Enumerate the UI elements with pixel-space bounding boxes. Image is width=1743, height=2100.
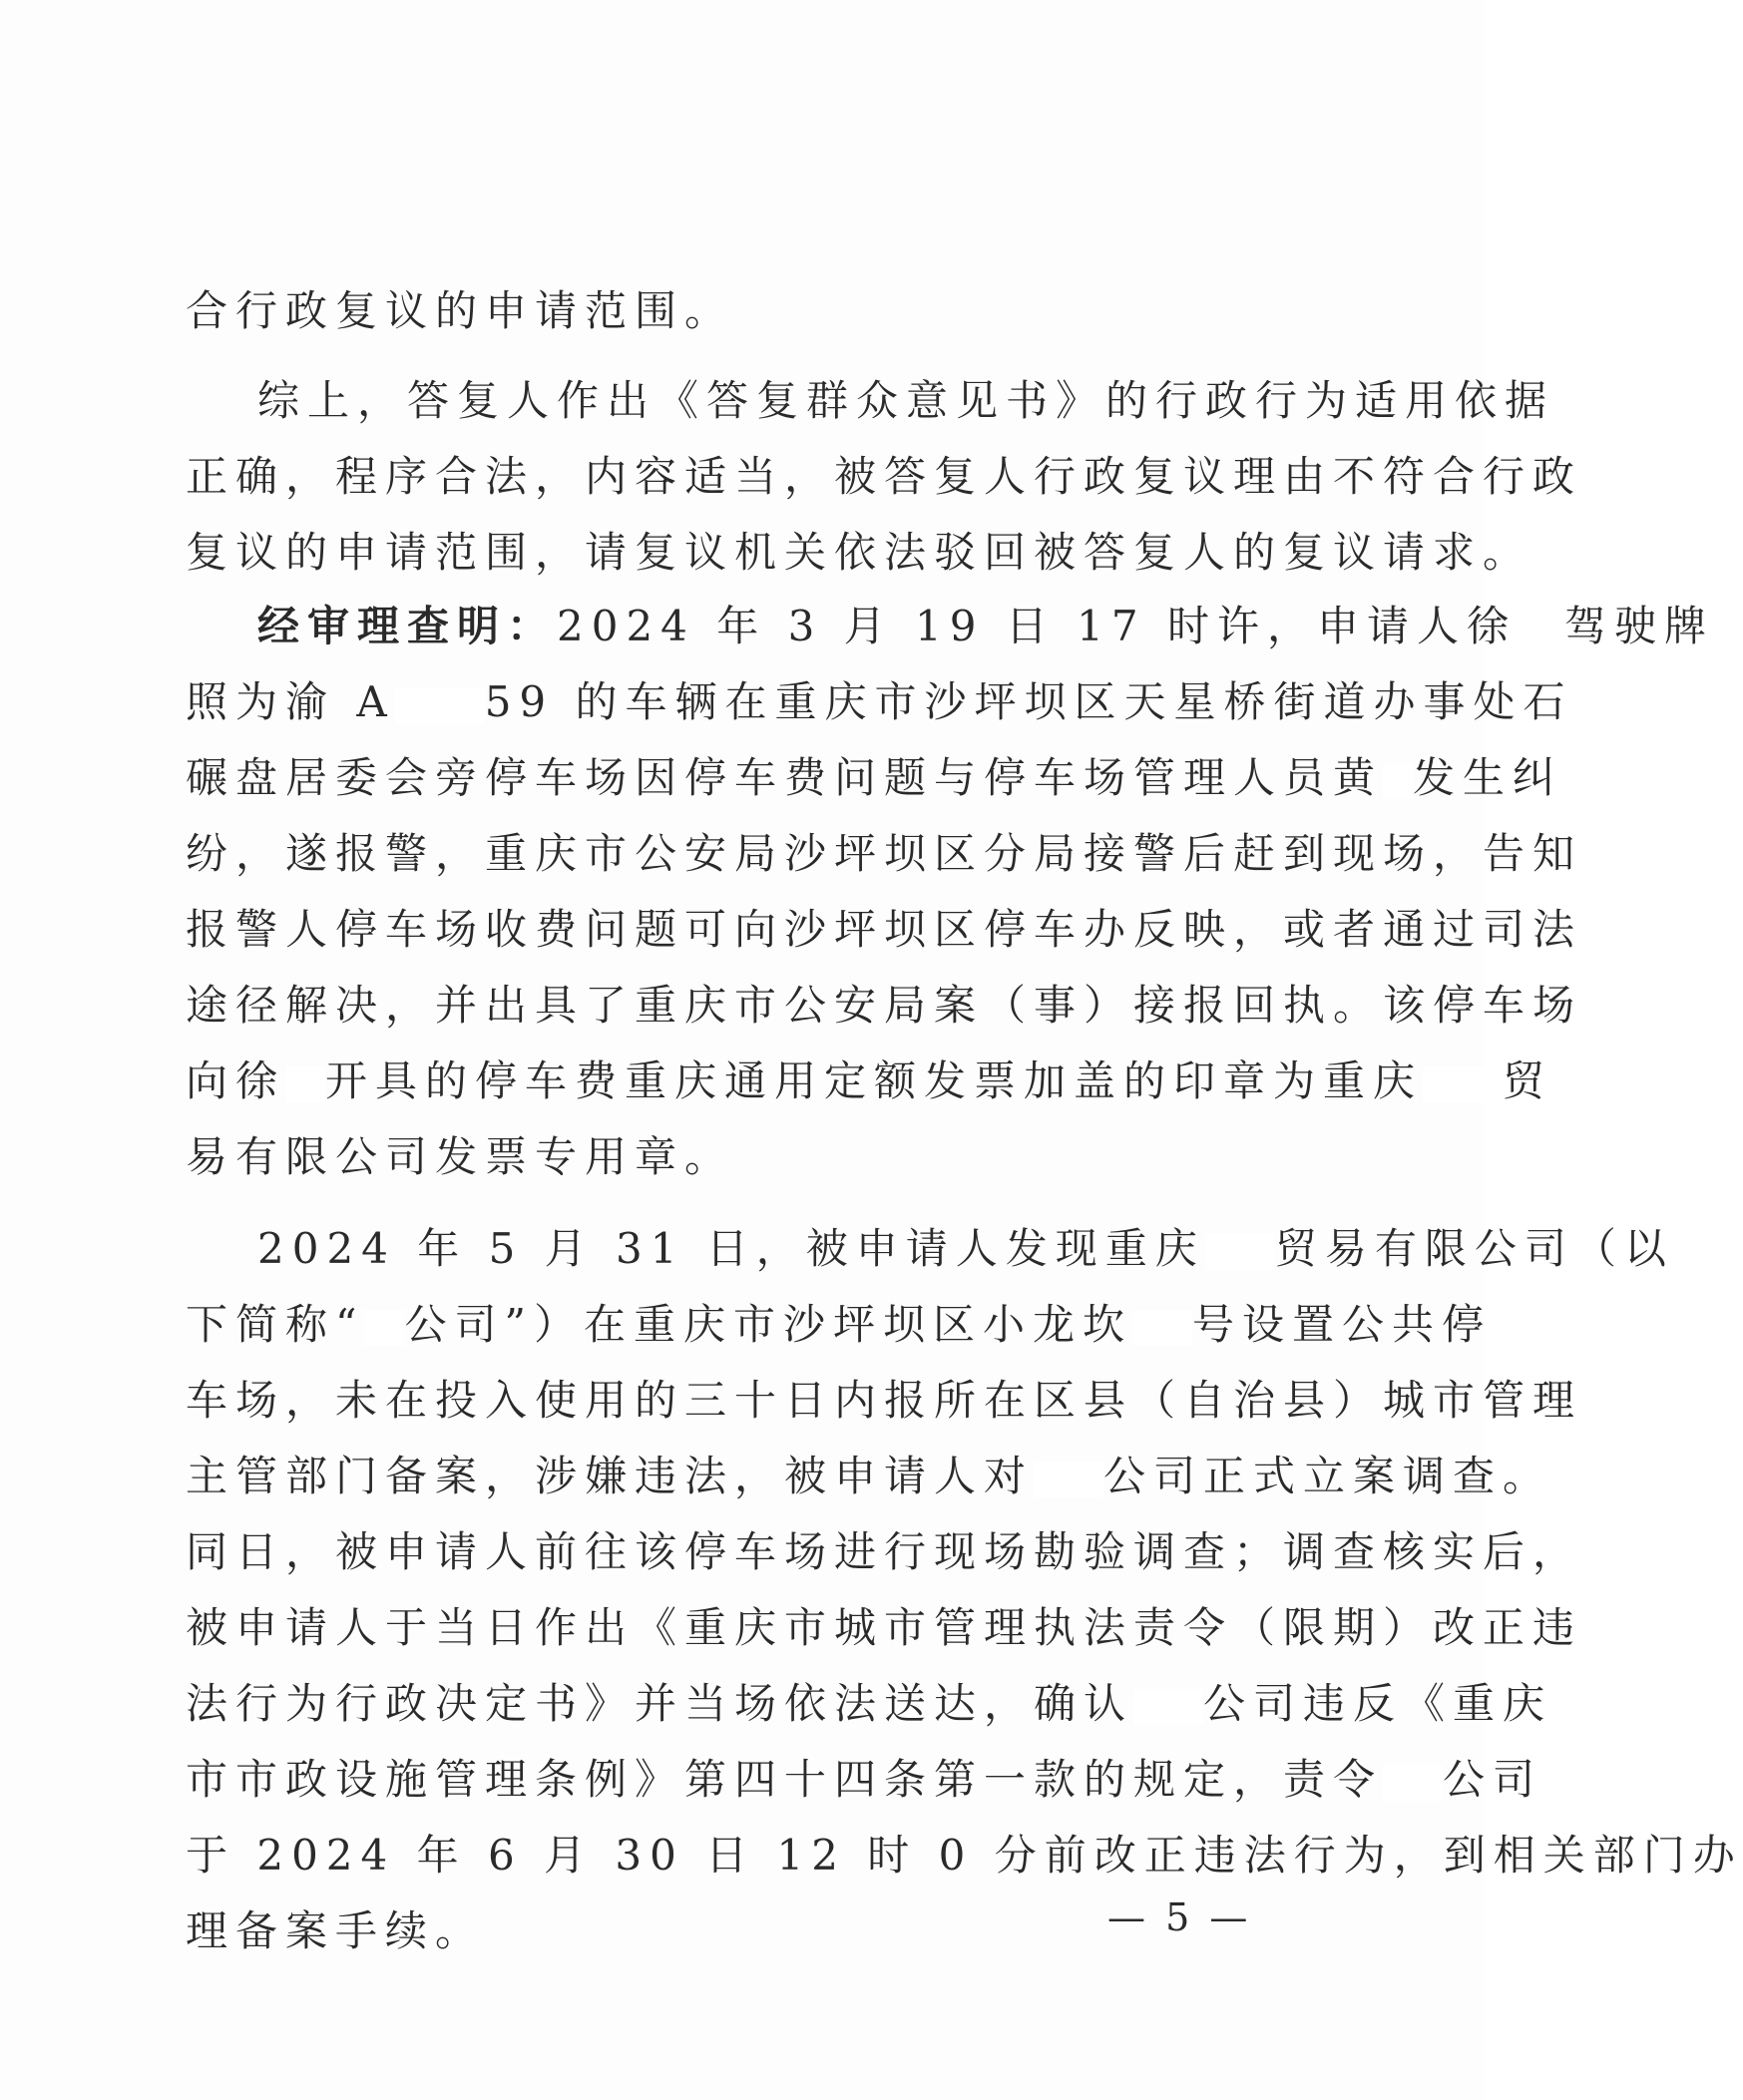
text-line: 易有限公司发票专用章。 xyxy=(186,1132,735,1181)
text-line: 纷，遂报警，重庆市公安局沙坪坝区分局接警后赶到现场，告知 xyxy=(186,829,1583,878)
text-line: 2024 年 5 月 31 日，被申请人发现重庆 贸易有限公司（以 xyxy=(257,1224,1674,1273)
text-line: 车场，未在投入使用的三十日内报所在区县（自治县）城市管理 xyxy=(186,1376,1583,1425)
text-line: 经审理查明：2024 年 3 月 19 日 17 时许，申请人徐 驾驶牌 xyxy=(257,602,1714,650)
redaction xyxy=(364,1310,404,1346)
redaction xyxy=(1133,1689,1203,1725)
text-line: 碾盘居委会旁停车场因停车费问题与停车场管理人员黄 发生纠 xyxy=(186,753,1563,802)
text-line: 于 2024 年 6 月 30 日 12 时 0 分前改正违法行为，到相关部门办 xyxy=(186,1831,1743,1880)
text-line: 合行政复议的申请范围。 xyxy=(186,286,735,335)
text-line: 途径解决，并出具了重庆市公安局案（事）接报回执。该停车场 xyxy=(186,981,1583,1030)
redaction xyxy=(1383,1765,1443,1801)
redaction xyxy=(1517,612,1564,647)
redaction xyxy=(1205,1234,1275,1270)
redaction xyxy=(1423,1066,1503,1102)
text-line: 法行为行政决定书》并当场依法送达，确认 公司违反《重庆 xyxy=(186,1679,1553,1728)
redaction xyxy=(285,1066,325,1102)
text-line: 向徐 开具的停车费重庆通用定额发票加盖的印章为重庆 贸 xyxy=(186,1056,1553,1105)
text-line: 复议的申请范围，请复议机关依法驳回被答复人的复议请求。 xyxy=(186,528,1533,577)
text-line: 下简称“ 公司”）在重庆市沙坪坝区小龙坎 号设置公共停 xyxy=(186,1300,1492,1349)
findings-heading: 经审理查明： xyxy=(257,602,558,650)
text-line: 报警人停车场收费问题可向沙坪坝区停车办反映，或者通过司法 xyxy=(186,905,1583,954)
text-line: 主管部门备案，涉嫌违法，被申请人对 公司正式立案调查。 xyxy=(186,1452,1553,1500)
redaction xyxy=(1383,763,1413,799)
redaction xyxy=(1132,1310,1192,1346)
text-line: 综上，答复人作出《答复群众意见书》的行政行为适用依据 xyxy=(257,376,1555,425)
redaction xyxy=(1034,1462,1103,1497)
text-line: 同日，被申请人前往该停车场进行现场勘验调查；调查核实后， xyxy=(186,1527,1583,1576)
page-number: — 5 — xyxy=(1107,1895,1252,1939)
text-line: 市市政设施管理条例》第四十四条第一款的规定，责令 公司 xyxy=(186,1755,1543,1804)
text-line: 正确，程序合法，内容适当，被答复人行政复议理由不符合行政 xyxy=(186,452,1583,501)
text-line: 理备案手续。 xyxy=(186,1906,486,1955)
redaction xyxy=(395,687,485,723)
text-line: 被申请人于当日作出《重庆市城市管理执法责令（限期）改正违 xyxy=(186,1603,1583,1652)
text-line: 照为渝 A 59 的车辆在重庆市沙坪坝区天星桥街道办事处石 xyxy=(186,677,1573,726)
